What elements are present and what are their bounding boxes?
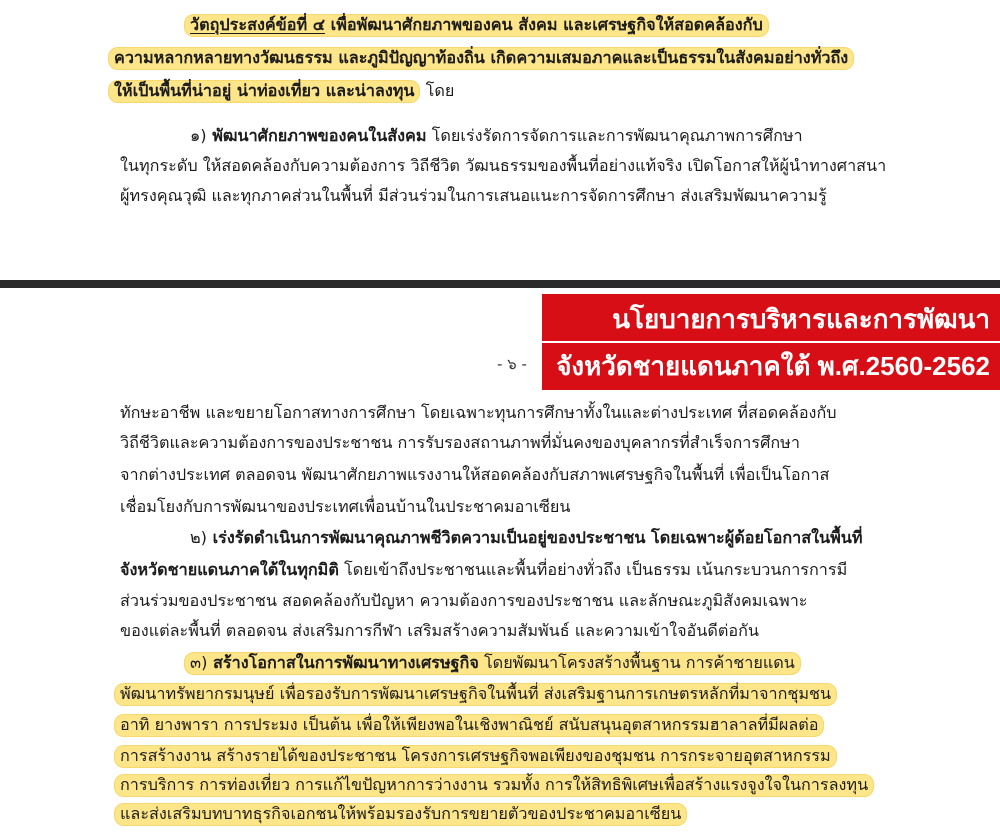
item2-line-3: ส่วนร่วมของประชาชน สอดคล้องกับปัญหา ความต้องการของประชาชน และลักษณะภูมิสังคมเฉพาะ [120,591,808,610]
item3-number: ๓) [190,653,208,672]
item1-heading: พัฒนาศักยภาพของคนในสังคม [206,126,427,145]
objective-text: เพื่อพัฒนาศักยภาพของคน สังคม และเศรษฐกิจให้สอดคล้องกับ [325,15,763,34]
page-number: - ๖ - [497,355,527,373]
item2-line-1 [190,525,863,553]
item3-line-1: ๓) สร้างโอกาสในการพัฒนาทางเศรษฐกิจ โดยพัฒนาโครงสร้างพื้นฐาน การค้าชายแดน [184,650,801,678]
para1-line-2: วิถีชีวิตและความต้องการของประชาชน การรับรองสถานภาพที่มั่นคงของบุคลากรที่สำเร็จการศึกษา [120,433,800,452]
objective-line-3: ให้เป็นพื้นที่น่าอยู่ น่าท่องเที่ยว และน่าลงทุน โดย [108,78,454,106]
item3-line-2: พัฒนาทรัพยากรมนุษย์ เพื่อรองรับการพัฒนาเศรษฐกิจในพื้นที่ ส่งเสริมฐานการเกษตรหลักที่มาจากชุมชน [114,681,837,709]
page-divider [0,280,1000,288]
item1-line-2: ในทุกระดับ ให้สอดคล้องกับความต้องการ วิถีชีวิต วัฒนธรรมของพื้นที่อย่างแท้จริง เปิดโอกาสให้ผู้นำทางศาสนา [120,156,887,175]
item3-line-5: การบริการ การท่องเที่ยว การแก้ไขปัญหาการว่างงาน รวมทั้ง การให้สิทธิพิเศษเพื่อสร้างแรงจูงใจในการลงทุน [114,772,874,800]
banner-title-line-1: นโยบายการบริหารและการพัฒนา [612,304,990,334]
objective-heading: วัตถุประสงค์ข้อที่ ๔ [190,15,326,34]
objective-line-1 [184,12,769,40]
item1-number: ๑) [190,126,207,145]
banner-divider [542,341,1000,343]
item2-heading: เร่งรัดดำเนินการพัฒนาคุณภาพชีวิตความเป็นอยู่ของประชาชน โดยเฉพาะผู้ด้อยโอกาสในพื้นที่ [207,528,863,547]
item3-heading: สร้างโอกาสในการพัฒนาทางเศรษฐกิจ [207,653,479,672]
previous-page [0,0,1000,282]
item2-number: ๒) [190,528,207,547]
para1-line-4: เชื่อมโยงกับการพัฒนาของประเทศเพื่อนบ้านในประชาคมอาเซียน [120,497,571,516]
para1-line-1: ทักษะอาชีพ และขยายโอกาสทางการศึกษา โดยเฉพาะทุนการศึกษาทั้งในและต่างประเทศ ที่สอดคล้องกับ [120,403,837,422]
objective-line-2: ความหลากหลายทางวัฒนธรรม และภูมิปัญญาท้องถิ่น เกิดความเสมอภาคและเป็นธรรมในสังคมอย่างทั่วถึง [108,45,854,73]
banner-title-line-2: จังหวัดชายแดนภาคใต้ พ.ศ.2560-2562 [556,351,990,381]
item1-line-1: ๑) พัฒนาศักยภาพของคนในสังคม โดยเร่งรัดการจัดการและการพัฒนาคุณภาพการศึกษา [190,126,803,145]
item2-line-4: ของแต่ละพื้นที่ ตลอดจน ส่งเสริมการกีฬา เสริมสร้างความสัมพันธ์ และความเข้าใจอันดีต่อกัน [120,621,759,640]
header-banner [540,292,1000,392]
item1-line-3: ผู้ทรงคุณวุฒิ และทุกภาคส่วนในพื้นที่ มีส่วนร่วมในการเสนอแนะการจัดการศึกษา ส่งเสริมพัฒนาความรู้ [120,186,827,205]
para1-line-3: จากต่างประเทศ ตลอดจน พัฒนาศักยภาพแรงงานให้สอดคล้องกับสภาพเศรษฐกิจในพื้นที่ เพื่อเป็นโอกาส [120,465,830,484]
item3-line-6: และส่งเสริมบทบาทธุรกิจเอกชนให้พร้อมรองรับการขยายตัวของประชาคมอาเซียน [114,801,687,829]
item3-line-4: การสร้างงาน สร้างรายได้ของประชาชน โครงการเศรษฐกิจพอเพียงของชุมชน การกระจายอุตสาหกรรม [114,743,837,771]
item2-line-2: จังหวัดชายแดนภาคใต้ในทุกมิติ โดยเข้าถึงประชาชนและพื้นที่อย่างทั่วถึง เป็นธรรม เน้นกระบวนการการมี [120,560,848,579]
item3-line-3: อาทิ ยางพารา การประมง เป็นต้น เพื่อให้เพียงพอในเชิงพาณิชย์ สนับสนุนอุตสาหกรรมฮาลาลที่มีผลต่อ [114,712,824,740]
